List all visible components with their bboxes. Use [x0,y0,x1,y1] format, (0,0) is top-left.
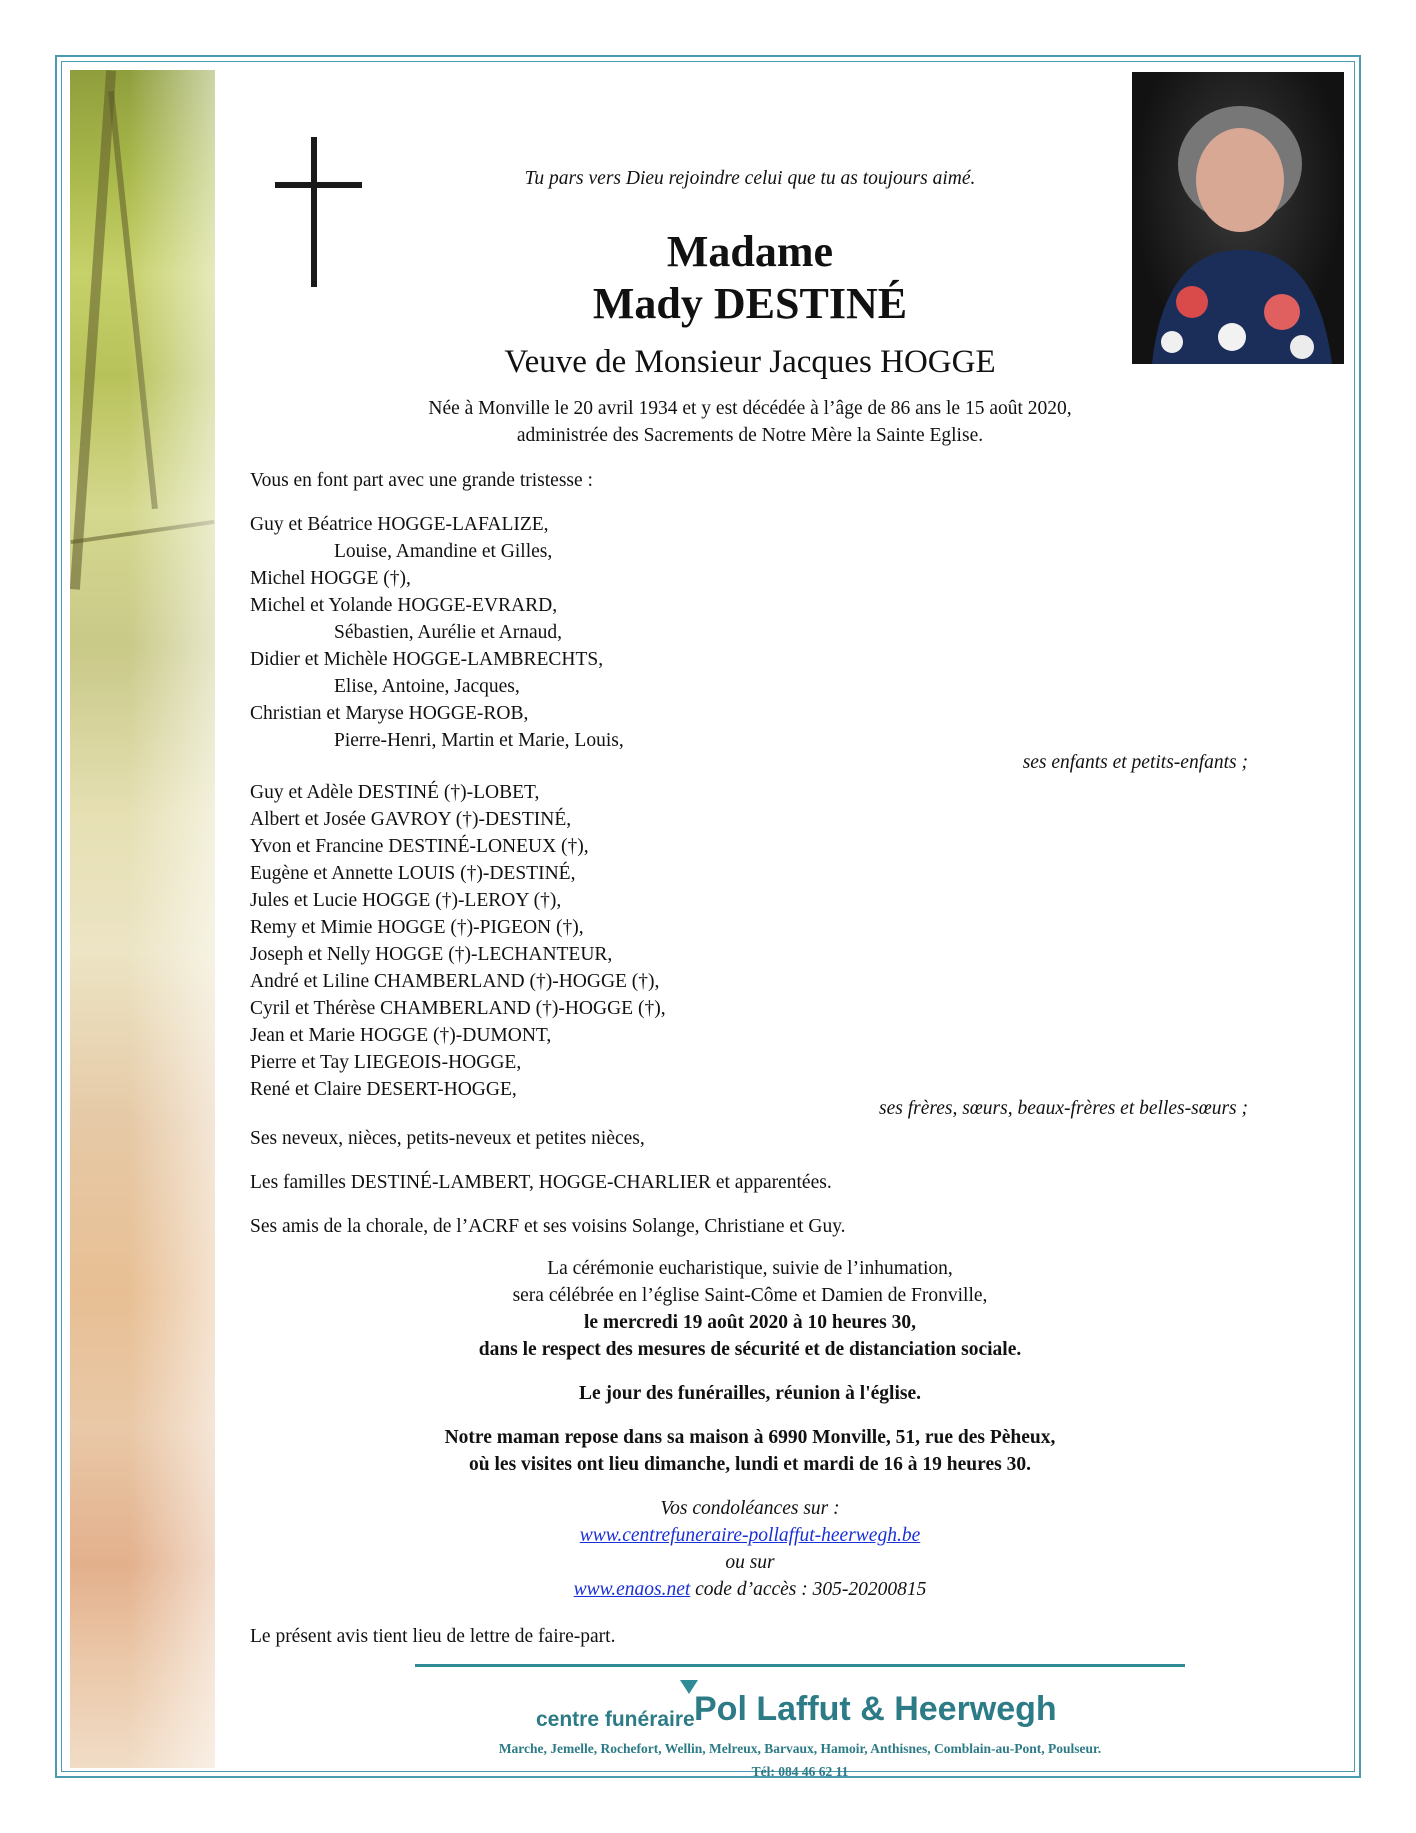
birth-line-2: administrée des Sacrements de Notre Mère la Sainte Eglise. [516,425,984,446]
families-line: Les familles DESTINÉ-LAMBERT, HOGGE-CHARLIER et apparentées. [250,1172,832,1193]
condolences-or: ou sur [725,1552,775,1573]
list-item: Albert et Josée GAVROY (†)-DESTINÉ, [250,809,572,830]
list-item: Cyril et Thérèse CHAMBERLAND (†)-HOGGE (†), [250,998,666,1019]
ceremony-date: le mercredi 19 août 2020 à 10 heures 30, [583,1312,916,1333]
visit-line-1: Notre maman repose dans sa maison à 6990 Monville, 51, rue des Pèheux, [444,1427,1056,1448]
ceremony-safety: dans le respect des mesures de sécurité et de distanciation sociale. [478,1339,1022,1360]
list-item: René et Claire DESERT-HOGGE, [250,1079,517,1100]
list-item: Jules et Lucie HOGGE (†)-LEROY (†), [250,890,562,911]
epigraph: Tu pars vers Dieu rejoindre celui que tu as toujours aimé. [524,168,976,189]
logo-name: Pol Laffut & Heerwegh [694,1690,1057,1728]
visit-line-2: où les visites ont lieu dimanche, lundi et mardi de 16 à 19 heures 30. [469,1454,1031,1475]
list-item: Jean et Marie HOGGE (†)-DUMONT, [250,1025,552,1046]
footer-note: Le présent avis tient lieu de lettre de faire-part. [250,1626,616,1647]
list-item: Didier et Michèle HOGGE-LAMBRECHTS, [250,649,604,670]
condolences-intro: Vos condoléances sur : [660,1498,840,1519]
announce-line: Vous en font part avec une grande tristesse : [250,470,593,491]
enaos-line [250,1579,1250,1601]
logo-rule [415,1664,1185,1667]
siblings-caption: ses frères, sœurs, beaux-frères et belles-sœurs ; [878,1098,1248,1119]
gathering-line: Le jour des funérailles, réunion à l'église. [579,1383,921,1404]
ceremony-line-1: La cérémonie eucharistique, suivie de l’inhumation, [547,1258,953,1279]
logo-tel: Tél: 084 46 62 11 [751,1764,849,1779]
list-item: Christian et Maryse HOGGE-ROB, [250,703,529,724]
list-item: Yvon et Francine DESTINÉ-LONEUX (†), [250,836,589,857]
access-code: code d’accès : 305-20200815 [690,1579,927,1600]
list-item: Michel et Yolande HOGGE-EVRARD, [250,595,558,616]
enaos-link[interactable]: www.enaos.net [573,1579,691,1600]
list-item: Joseph et Nelly HOGGE (†)-LECHANTEUR, [250,944,613,965]
list-item: Sébastien, Aurélie et Arnaud, [334,622,562,643]
condolences-link-line [250,1525,1250,1547]
nephews-line: Ses neveux, nièces, petits-neveux et petites nièces, [250,1128,645,1149]
list-item: Guy et Adèle DESTINÉ (†)-LOBET, [250,782,540,803]
forest-path-photo [70,70,215,1768]
spouse-line: Veuve de Monsieur Jacques HOGGE [504,344,996,380]
logo-prefix: centre funéraire [536,1708,695,1731]
honorific-title: Madame [666,227,834,276]
deceased-name: Mady DESTINÉ [592,279,908,328]
birth-line-1: Née à Monville le 20 avril 1934 et y est décédée à l’âge de 86 ans le 15 août 2020, [428,398,1072,419]
list-item: Guy et Béatrice HOGGE-LAFALIZE, [250,514,549,535]
ceremony-line-2: sera célébrée en l’église Saint-Côme et Damien de Fronville, [512,1285,988,1306]
funeral-home-link[interactable]: www.centrefuneraire-pollaffut-heerwegh.be [579,1525,921,1546]
list-item: Michel HOGGE (†), [250,568,411,589]
list-item: André et Liline CHAMBERLAND (†)-HOGGE (†), [250,971,660,992]
list-item: Pierre et Tay LIEGEOIS-HOGGE, [250,1052,522,1073]
list-item: Remy et Mimie HOGGE (†)-PIGEON (†), [250,917,584,938]
list-item: Louise, Amandine et Gilles, [334,541,553,562]
list-item: Pierre-Henri, Martin et Marie, Louis, [334,730,624,751]
friends-line: Ses amis de la chorale, de l’ACRF et ses voisins Solange, Christiane et Guy. [250,1216,846,1237]
children-caption: ses enfants et petits-enfants ; [1022,752,1248,773]
logo-towns: Marche, Jemelle, Rochefort, Wellin, Melreux, Barvaux, Hamoir, Anthisnes, Comblain-au-Pont, Poulseur. [498,1741,1102,1756]
list-item: Eugène et Annette LOUIS (†)-DESTINÉ, [250,863,576,884]
list-item: Elise, Antoine, Jacques, [334,676,520,697]
